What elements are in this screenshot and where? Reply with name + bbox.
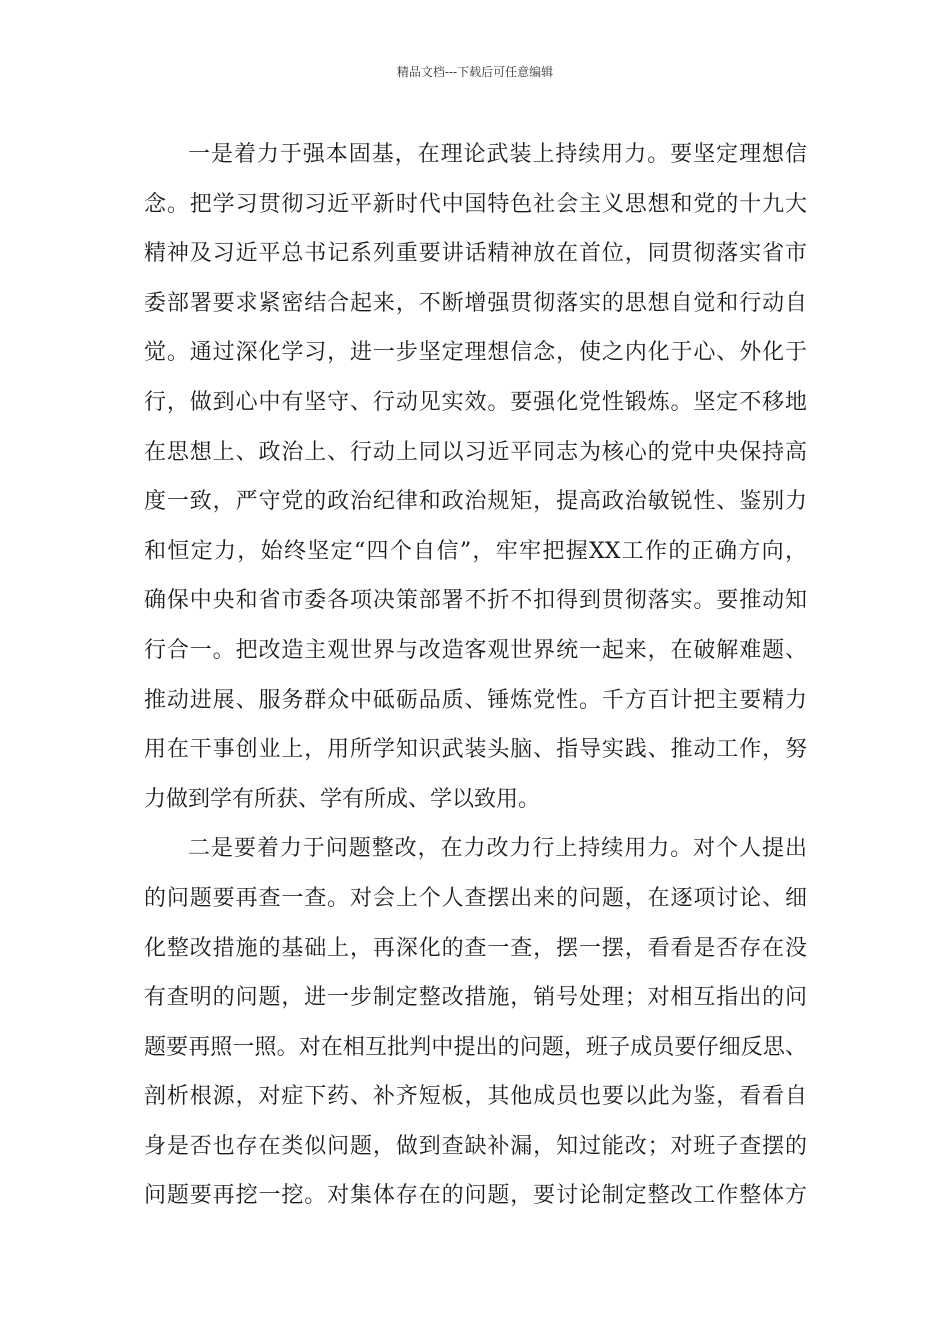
paragraph-2-line: 题要再照一照。对在相互批判中提出的问题，班子成员要仔细反思、 bbox=[144, 1034, 807, 1060]
paragraph-1-line: 推动进展、服务群众中砥砺品质、锤炼党性。千方百计把主要精力 bbox=[144, 687, 807, 713]
paragraph-1-line: 在思想上、政治上、行动上同以习近平同志为核心的党中央保持高 bbox=[144, 439, 807, 465]
paragraph-2-line: 化整改措施的基础上，再深化的查一查，摆一摆，看看是否存在没 bbox=[144, 935, 807, 961]
paragraph-1-line: 度一致，严守党的政治纪律和政治规矩，提高政治敏锐性、鉴别力 bbox=[144, 489, 807, 515]
paragraph-2-line: 身是否也存在类似问题，做到查缺补漏，知过能改；对班子查摆的 bbox=[144, 1133, 807, 1159]
paragraph-1-line: 用在干事创业上，用所学知识武装头脑、指导实践、推动工作，努 bbox=[144, 737, 807, 763]
paragraph-2-line: 二是要着力于问题整改，在力改力行上持续用力。对个人提出 bbox=[188, 836, 807, 862]
paragraph-1-line: 行合一。把改造主观世界与改造客观世界统一起来，在破解难题、 bbox=[144, 637, 807, 663]
paragraph-1-line: 一是着力于强本固基，在理论武装上持续用力。要坚定理想信 bbox=[188, 142, 807, 167]
paragraph-1-line: 委部署要求紧密结合起来，不断增强贯彻落实的思想自觉和行动自 bbox=[144, 290, 807, 316]
paragraph-1-line: 力做到学有所获、学有所成、学以致用。 bbox=[144, 786, 541, 812]
paragraph-2-line: 问题要再挖一挖。对集体存在的问题，要讨论制定整改工作整体方 bbox=[144, 1183, 807, 1209]
paragraph-2-line: 剖析根源，对症下药、补齐短板，其他成员也要以此为鉴，看看自 bbox=[144, 1084, 807, 1110]
paragraph-1-line: 行，做到心中有坚守、行动见实效。要强化党性锻炼。坚定不移地 bbox=[144, 389, 807, 415]
page-header: 精品文档---下载后可任意编辑 bbox=[396, 65, 554, 79]
paragraph-2-line: 的问题要再查一查。对会上个人查摆出来的问题，在逐项讨论、细 bbox=[144, 885, 807, 911]
paragraph-2-line: 有查明的问题，进一步制定整改措施，销号处理；对相互指出的问 bbox=[144, 985, 807, 1011]
paragraph-1-line: 确保中央和省市委各项决策部署不折不扣得到贯彻落实。要推动知 bbox=[144, 588, 807, 614]
paragraph-1-line: 精神及习近平总书记系列重要讲话精神放在首位，同贯彻落实省市 bbox=[144, 241, 807, 267]
document-body bbox=[144, 130, 807, 1221]
paragraph-1-line: 和恒定力，始终坚定“四个自信”，牢牢把握XX工作的正确方向， bbox=[144, 538, 807, 564]
paragraph-1-line: 觉。通过深化学习，进一步坚定理想信念，使之内化于心、外化于 bbox=[144, 340, 807, 366]
paragraph-1-line: 念。把学习贯彻习近平新时代中国特色社会主义思想和党的十九大 bbox=[144, 191, 807, 217]
